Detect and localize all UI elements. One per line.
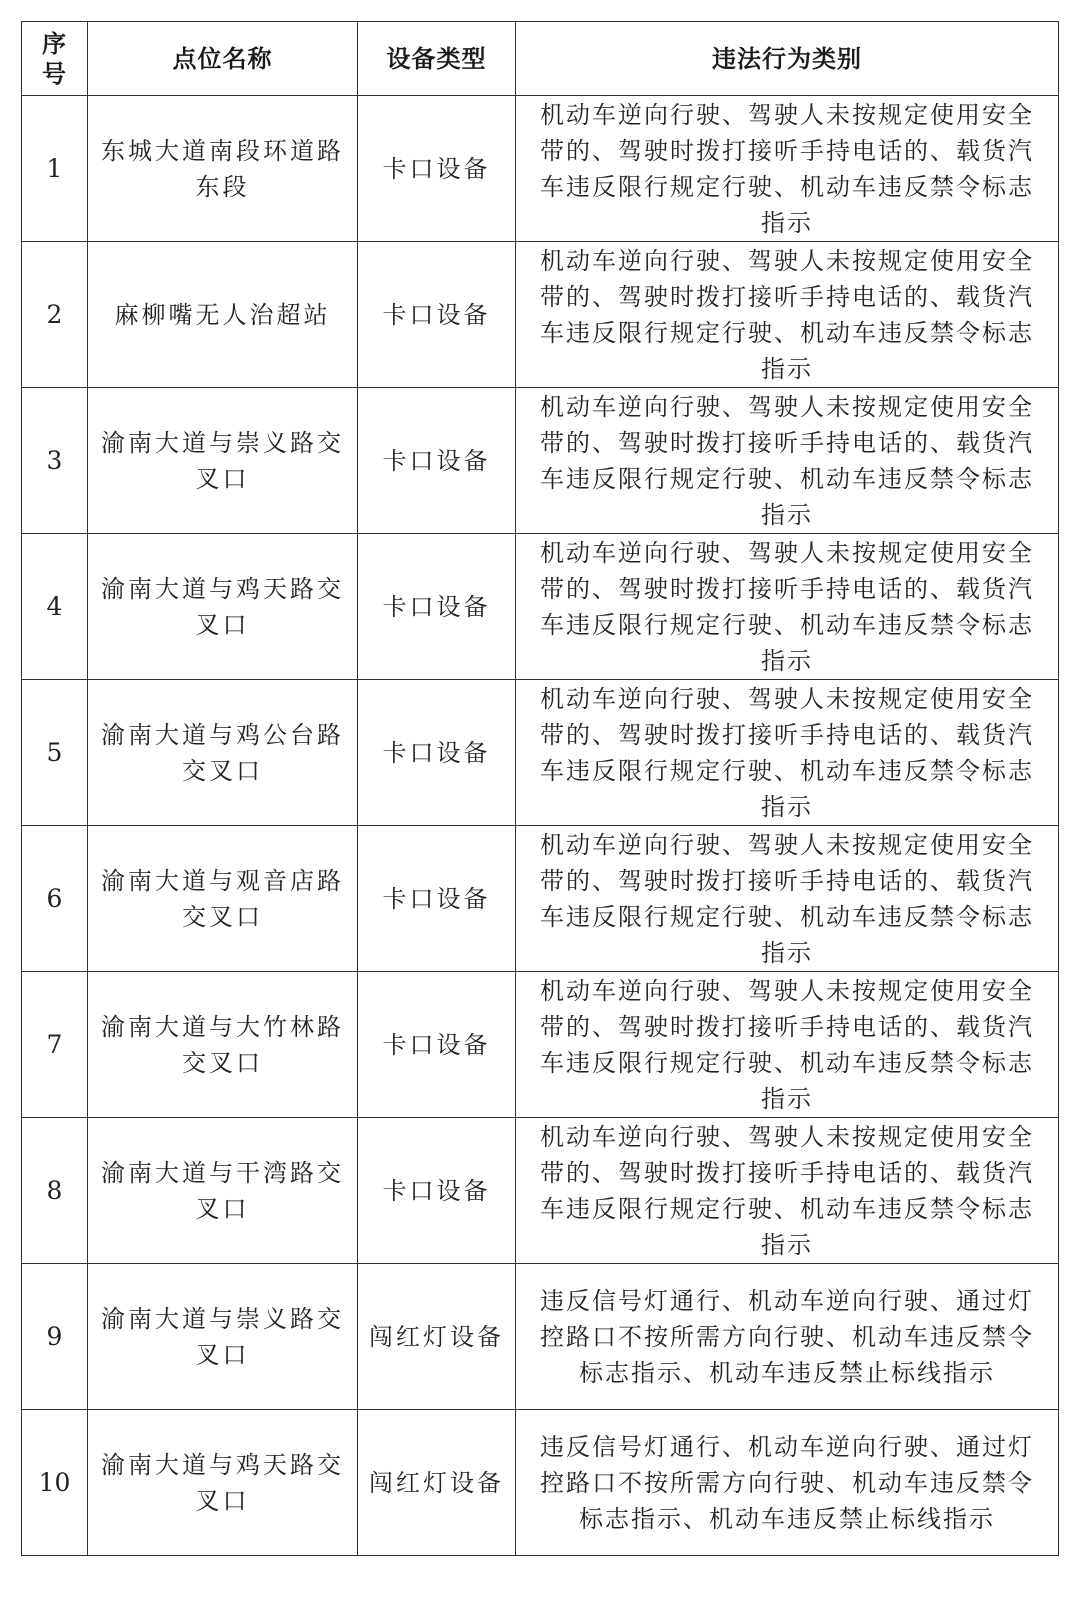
cell-device-type: 卡口设备 [358,826,516,972]
table-row [22,972,1059,1118]
header-row [22,22,1059,96]
table-row [22,388,1059,534]
header-location: 点位名称 [88,22,358,96]
cell-device-type: 卡口设备 [358,972,516,1118]
cell-location: 渝南大道与大竹林路交叉口 [88,972,358,1118]
cell-violation-types: 机动车逆向行驶、驾驶人未按规定使用安全带的、驾驶时拨打接听手持电话的、载货汽车违反限行规定行驶、机动车违反禁令标志指示 [516,680,1059,826]
cell-seq: 9 [22,1264,88,1410]
cell-violation-types: 机动车逆向行驶、驾驶人未按规定使用安全带的、驾驶时拨打接听手持电话的、载货汽车违反限行规定行驶、机动车违反禁令标志指示 [516,972,1059,1118]
cell-location: 渝南大道与崇义路交叉口 [88,388,358,534]
cell-device-type: 卡口设备 [358,96,516,242]
cell-seq: 1 [22,96,88,242]
cell-violation-types: 机动车逆向行驶、驾驶人未按规定使用安全带的、驾驶时拨打接听手持电话的、载货汽车违反限行规定行驶、机动车违反禁令标志指示 [516,826,1059,972]
cell-seq: 5 [22,680,88,826]
cell-seq: 3 [22,388,88,534]
table-row [22,242,1059,388]
cell-location: 渝南大道与观音店路交叉口 [88,826,358,972]
header-seq: 序号 [22,22,88,96]
cell-location: 渝南大道与崇义路交叉口 [88,1264,358,1410]
table-row [22,1118,1059,1264]
cell-violation-types: 违反信号灯通行、机动车逆向行驶、通过灯控路口不按所需方向行驶、机动车违反禁令标志指示、机动车违反禁止标线指示 [516,1264,1059,1410]
cell-device-type: 闯红灯设备 [358,1264,516,1410]
header-violation-types: 违法行为类别 [516,22,1059,96]
table-row [22,1264,1059,1410]
cell-seq: 8 [22,1118,88,1264]
header-device-type: 设备类型 [358,22,516,96]
cell-violation-types: 机动车逆向行驶、驾驶人未按规定使用安全带的、驾驶时拨打接听手持电话的、载货汽车违反限行规定行驶、机动车违反禁令标志指示 [516,242,1059,388]
cell-device-type: 闯红灯设备 [358,1410,516,1556]
table-row [22,96,1059,242]
cell-violation-types: 机动车逆向行驶、驾驶人未按规定使用安全带的、驾驶时拨打接听手持电话的、载货汽车违反限行规定行驶、机动车违反禁令标志指示 [516,534,1059,680]
violation-device-table [21,21,1059,1556]
cell-seq: 4 [22,534,88,680]
cell-location: 渝南大道与鸡天路交叉口 [88,534,358,680]
table-row [22,680,1059,826]
table-header [22,22,1059,96]
table-row [22,534,1059,680]
cell-violation-types: 机动车逆向行驶、驾驶人未按规定使用安全带的、驾驶时拨打接听手持电话的、载货汽车违反限行规定行驶、机动车违反禁令标志指示 [516,96,1059,242]
cell-device-type: 卡口设备 [358,388,516,534]
cell-seq: 7 [22,972,88,1118]
cell-violation-types: 机动车逆向行驶、驾驶人未按规定使用安全带的、驾驶时拨打接听手持电话的、载货汽车违反限行规定行驶、机动车违反禁令标志指示 [516,388,1059,534]
cell-device-type: 卡口设备 [358,680,516,826]
cell-seq: 10 [22,1410,88,1556]
cell-device-type: 卡口设备 [358,534,516,680]
table-body [22,96,1059,1556]
cell-violation-types: 违反信号灯通行、机动车逆向行驶、通过灯控路口不按所需方向行驶、机动车违反禁令标志指示、机动车违反禁止标线指示 [516,1410,1059,1556]
cell-location: 东城大道南段环道路东段 [88,96,358,242]
cell-seq: 6 [22,826,88,972]
table-row [22,1410,1059,1556]
cell-device-type: 卡口设备 [358,1118,516,1264]
cell-location: 渝南大道与干湾路交叉口 [88,1118,358,1264]
cell-location: 麻柳嘴无人治超站 [88,242,358,388]
cell-location: 渝南大道与鸡天路交叉口 [88,1410,358,1556]
cell-device-type: 卡口设备 [358,242,516,388]
cell-location: 渝南大道与鸡公台路交叉口 [88,680,358,826]
cell-violation-types: 机动车逆向行驶、驾驶人未按规定使用安全带的、驾驶时拨打接听手持电话的、载货汽车违反限行规定行驶、机动车违反禁令标志指示 [516,1118,1059,1264]
table-row [22,826,1059,972]
cell-seq: 2 [22,242,88,388]
